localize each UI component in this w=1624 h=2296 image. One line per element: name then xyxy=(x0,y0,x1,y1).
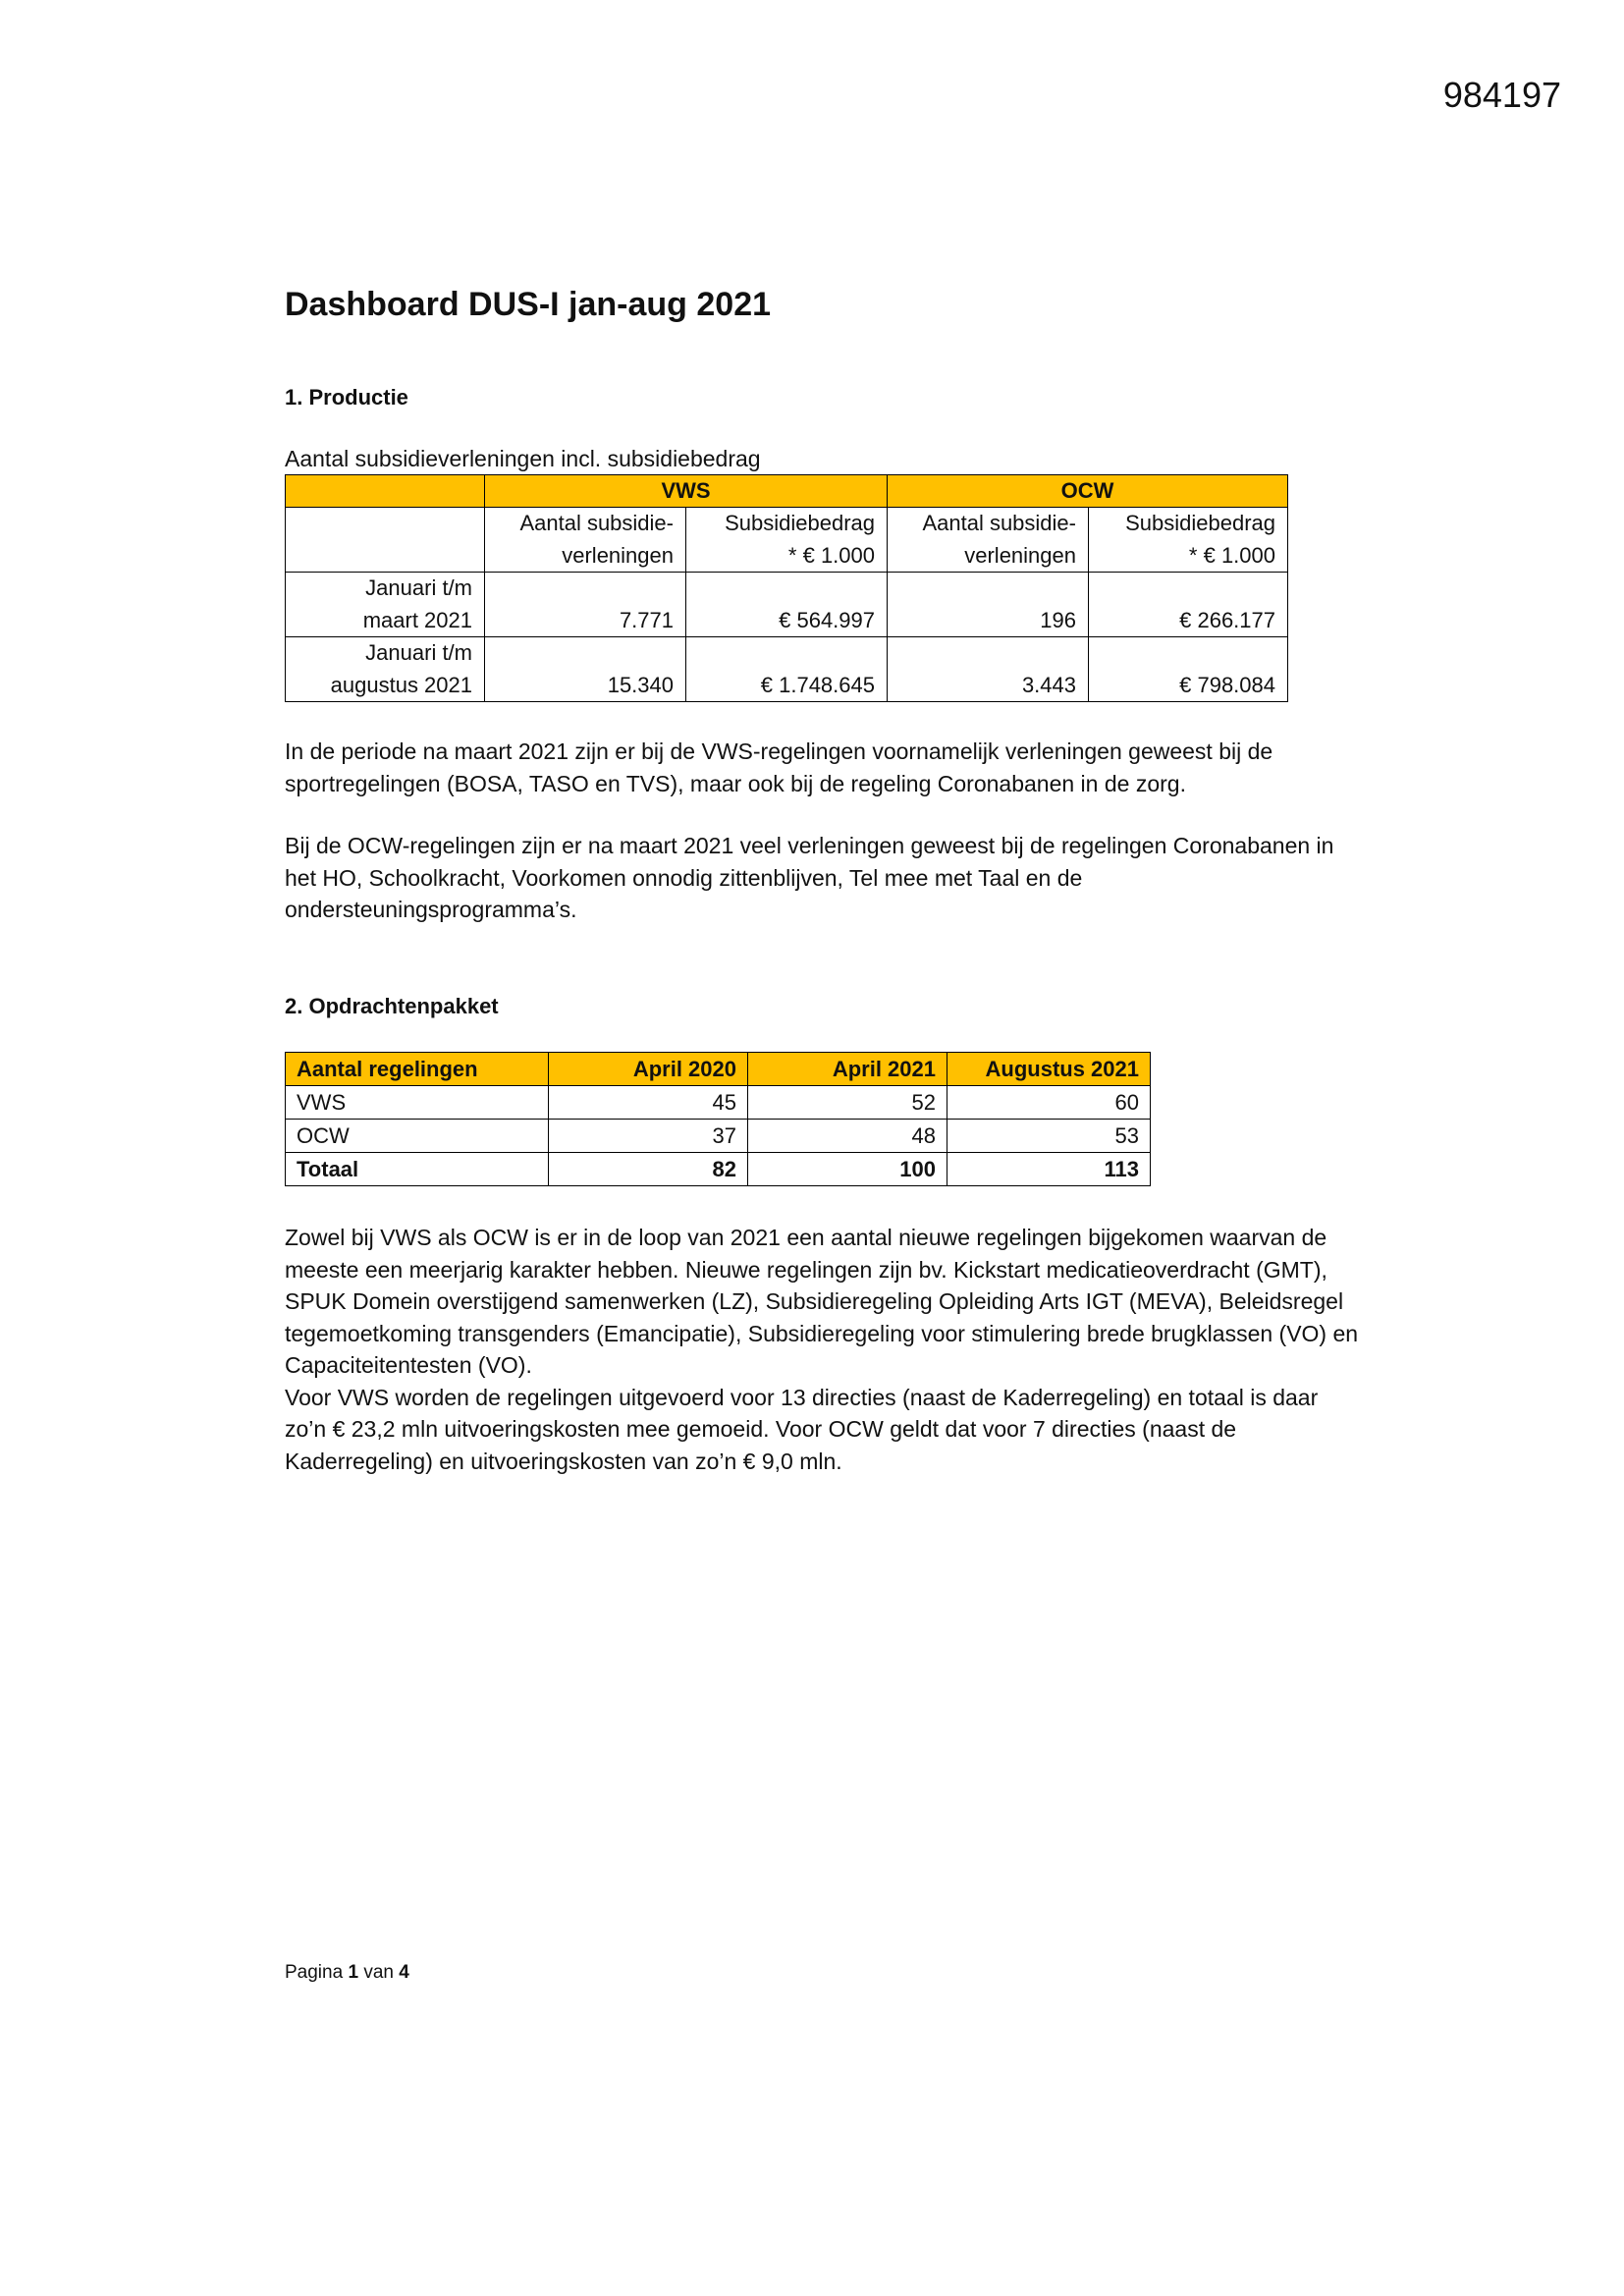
footer-page-number: 1 xyxy=(348,1962,359,1983)
page-footer xyxy=(285,1962,409,1984)
section-heading-productie: 1. Productie xyxy=(285,385,408,410)
cell-value: 37 xyxy=(549,1120,748,1153)
row-label: OCW xyxy=(286,1120,549,1153)
col-header-line: Aantal subsidie- xyxy=(922,511,1076,535)
cell-value: 15.340 xyxy=(485,637,686,702)
cell-value: 100 xyxy=(748,1153,947,1186)
footer-middle: van xyxy=(363,1962,394,1983)
footer-total-pages: 4 xyxy=(399,1962,409,1983)
table-corner-cell xyxy=(286,474,485,508)
col-header-ocw-aantal xyxy=(888,508,1089,573)
col-header-vws-bedrag xyxy=(686,508,888,573)
paragraph-nieuwe-regelingen: Zowel bij VWS als OCW is er in de loop van 2021 een aantal nieuwe regelingen bijgekomen waarvan de meeste een meerjarig karakter hebben. Nieuwe regelingen zijn bv. Kickstart medicatieoverdracht (GMT), SPUK Domein overstijgend samenwerken (LZ), Subsidieregeling Opleiding Arts IGT (MEVA), Beleidsregel tegemoetkoming transgenders (Emancipatie), Subsidieregeling voor stimulering brede brugklassen (VO) en Capaciteitentesten (VO). xyxy=(285,1225,1359,1378)
col-header-line: Aantal subsidie- xyxy=(519,511,674,535)
col-header-line: Subsidiebedrag xyxy=(1125,511,1275,535)
cell-value: 7.771 xyxy=(485,573,686,637)
cell-value: 52 xyxy=(748,1086,947,1120)
group-header-vws: VWS xyxy=(485,474,888,508)
col-header-vws-aantal xyxy=(485,508,686,573)
table-row xyxy=(286,1120,1151,1153)
cell-value: 45 xyxy=(549,1086,748,1120)
cell-value: 53 xyxy=(947,1120,1151,1153)
row-label xyxy=(286,573,485,637)
footer-prefix: Pagina xyxy=(285,1962,344,1983)
col-header-april-2021: April 2021 xyxy=(748,1053,947,1086)
group-header-ocw: OCW xyxy=(888,474,1288,508)
cell-value: € 564.997 xyxy=(686,573,888,637)
paragraph-uitvoeringskosten: Voor VWS worden de regelingen uitgevoerd voor 13 directies (naast de Kaderregeling) en totaal is daar zo’n € 23,2 mln uitvoeringskosten mee gemoeid. Voor OCW geldt dat voor 7 directies (naast de Kaderregeling) en uitvoeringskosten van zo’n € 9,0 mln. xyxy=(285,1384,1319,1474)
col-header-line: * € 1.000 xyxy=(1188,542,1275,568)
row-label-line: augustus 2021 xyxy=(330,672,472,697)
col-header-augustus-2021: Augustus 2021 xyxy=(947,1053,1151,1086)
table-group-header-row xyxy=(286,474,1288,508)
table-row xyxy=(286,637,1288,702)
row-label-line: Januari t/m xyxy=(365,575,472,600)
cell-value: 196 xyxy=(888,573,1089,637)
table-row xyxy=(286,1086,1151,1120)
cell-value: 82 xyxy=(549,1153,748,1186)
paragraph-ocw: Bij de OCW-regelingen zijn er na maart 2021 veel verleningen geweest bij de regelingen Coronabanen in het HO, Schoolkracht, Voorkomen onnodig zittenblijven, Tel mee met Taal en de ondersteuningsprogramma’s. xyxy=(285,833,1334,922)
col-header-ocw-bedrag xyxy=(1089,508,1288,573)
productie-table xyxy=(285,474,1288,703)
cell-value: € 798.084 xyxy=(1089,637,1288,702)
cell-value: 3.443 xyxy=(888,637,1089,702)
paragraph-vws: In de periode na maart 2021 zijn er bij de VWS-regelingen voornamelijk verleningen geweest bij de sportregelingen (BOSA, TASO en TVS), maar ook bij de regeling Coronabanen in de zorg. xyxy=(285,738,1273,796)
section-heading-opdrachtenpakket: 2. Opdrachtenpakket xyxy=(285,993,499,1018)
col-header-line: Subsidiebedrag xyxy=(725,511,875,535)
row-label: VWS xyxy=(286,1086,549,1120)
table-total-row xyxy=(286,1153,1151,1186)
cell-value: € 1.748.645 xyxy=(686,637,888,702)
cell-value: 113 xyxy=(947,1153,1151,1186)
row-label: Totaal xyxy=(286,1153,549,1186)
table-row xyxy=(286,573,1288,637)
table-caption: Aantal subsidieverleningen incl. subsidiebedrag xyxy=(285,445,761,471)
col-header-line: * € 1.000 xyxy=(787,542,875,568)
cell-value: € 266.177 xyxy=(1089,573,1288,637)
col-header-april-2020: April 2020 xyxy=(549,1053,748,1086)
row-label xyxy=(286,637,485,702)
table-column-header-row xyxy=(286,508,1288,573)
page-title: Dashboard DUS-I jan-aug 2021 xyxy=(285,286,772,323)
row-label-line: maart 2021 xyxy=(362,607,472,632)
col-header-aantal-regelingen: Aantal regelingen xyxy=(286,1053,549,1086)
col-header-line: verleningen xyxy=(562,542,674,568)
document-number: 984197 xyxy=(1442,75,1561,115)
table-empty-cell xyxy=(286,508,485,573)
cell-value: 60 xyxy=(947,1086,1151,1120)
document-body xyxy=(285,285,1365,1477)
cell-value: 48 xyxy=(748,1120,947,1153)
table-header-row xyxy=(286,1053,1151,1086)
opdrachtenpakket-table xyxy=(285,1052,1151,1186)
col-header-line: verleningen xyxy=(964,542,1076,568)
row-label-line: Januari t/m xyxy=(365,640,472,665)
